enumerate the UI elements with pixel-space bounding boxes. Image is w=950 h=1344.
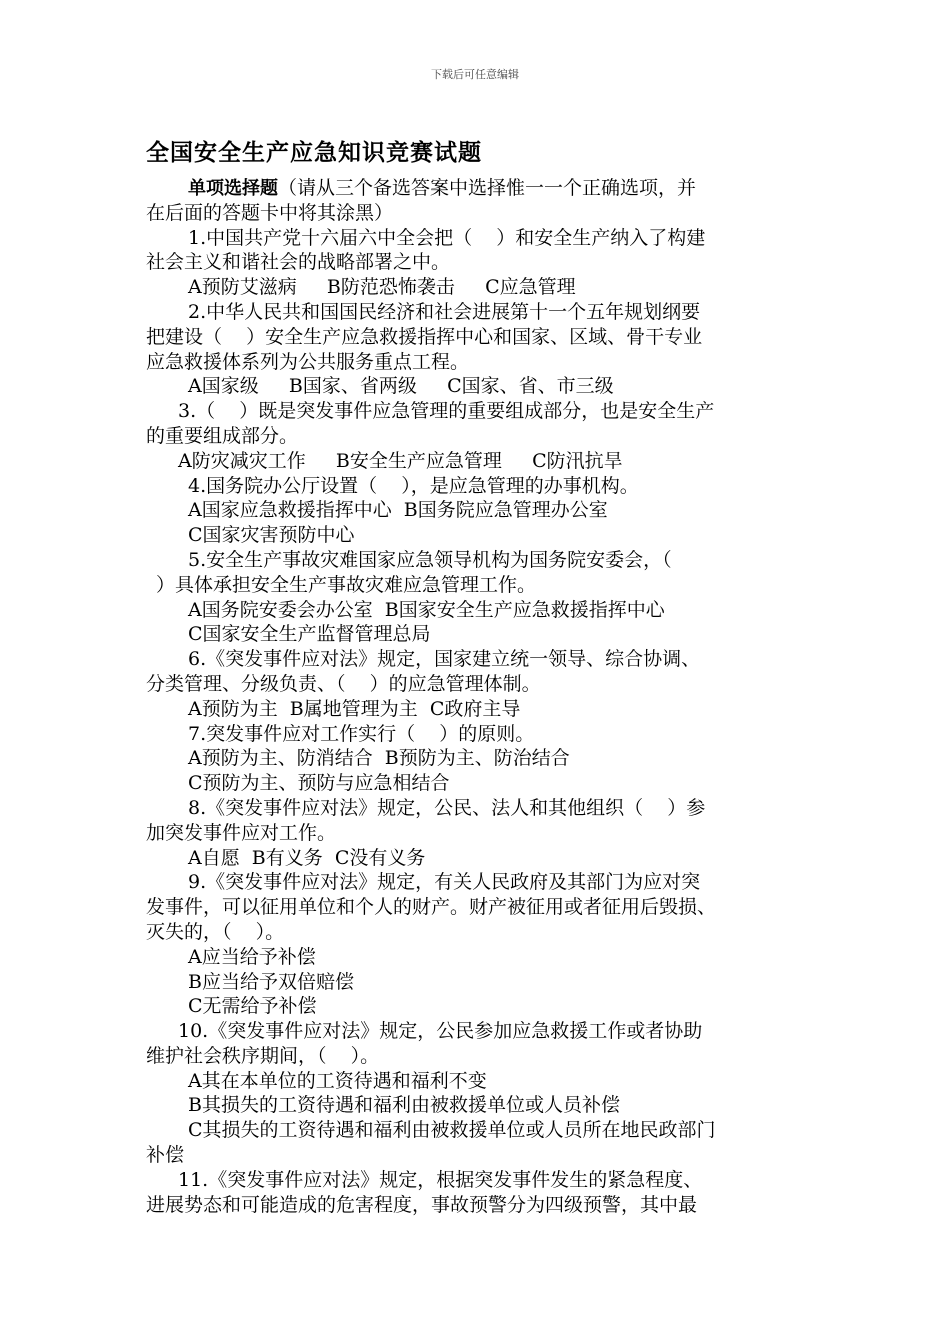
text-line: A预防为主、防消结合 B预防为主、防治结合 [188,747,570,770]
text-line: C无需给予补偿 [188,995,317,1018]
text-line: 2.中华人民共和国国民经济和社会进展第十一个五年规划纲要 [188,300,701,323]
text-line: 把建设（ ）安全生产应急救援指挥中心和国家、区域、骨干专业 [146,325,703,348]
text-line: 4.国务院办公厅设置（ ），是应急管理的办事机构。 [188,474,639,497]
text-line: 6.《突发事件应对法》规定，国家建立统一领导、综合协调、 [188,648,701,671]
text-line: 加突发事件应对工作。 [146,821,337,844]
text-line: 补偿 [146,1144,185,1167]
text-line: A预防为主 B属地管理为主 C政府主导 [188,697,521,720]
section-instruction-cont: 在后面的答题卡中将其涂黑） [146,201,394,224]
text-line: 10.《突发事件应对法》规定，公民参加应急救援工作或者协助 [178,1020,703,1043]
text-line: 进展势态和可能造成的危害程度，事故预警分为四级预警，其中最 [146,1193,698,1216]
text-line: 11.《突发事件应对法》规定，根据突发事件发生的紧急程度、 [178,1168,703,1191]
text-line: A防灾减灾工作 B安全生产应急管理 C防汛抗旱 [178,449,623,472]
text-line: 1.中国共产党十六届六中全会把（ ）和安全生产纳入了构建 [188,226,706,249]
text-line: A国家级 B国家、省两级 C国家、省、市三级 [188,375,614,398]
text-line: 社会主义和谐社会的战略部署之中。 [146,251,451,274]
text-line: A国家应急救援指挥中心 B国务院应急管理办公室 [188,499,608,522]
section-instruction: （请从三个备选答案中选择惟一一个正确选项，并 [278,177,697,199]
text-line: ）具体承担安全生产事故灾难应急管理工作。 [156,573,537,596]
text-line: 灭失的，（ ）。 [146,920,285,943]
text-line: 分类管理、分级负责、（ ）的应急管理体制。 [146,672,541,695]
text-line: C国家灾害预防中心 [188,524,355,547]
text-line: B应当给予双倍赔偿 [188,970,354,993]
text-line: 5.安全生产事故灾难国家应急领导机构为国务院安委会，（ [188,548,672,571]
text-line: 维护社会秩序期间，（ ）。 [146,1044,380,1067]
document-title: 全国安全生产应急知识竞赛试题 [146,140,482,166]
page-header: 下载后可任意编辑 [431,68,519,81]
text-line: 9.《突发事件应对法》规定，有关人民政府及其部门为应对突 [188,871,701,894]
section-heading-line [146,176,806,201]
text-line: B其损失的工资待遇和福利由被救援单位或人员补偿 [188,1094,620,1117]
text-line: C其损失的工资待遇和福利由被救援单位或人员所在地民政部门 [188,1119,716,1142]
text-line: C国家安全生产监督管理总局 [188,623,431,646]
document-body [146,176,806,1217]
text-line: 8.《突发事件应对法》规定，公民、法人和其他组织（ ）参 [188,796,706,819]
text-line: 发事件，可以征用单位和个人的财产。财产被征用或者征用后毁损、 [146,896,717,919]
section-label: 单项选择题 [188,178,278,199]
text-line: 的重要组成部分。 [146,424,299,447]
text-line: A其在本单位的工资待遇和福利不变 [188,1069,487,1092]
text-line: A自愿 B有义务 C没有义务 [188,846,426,869]
text-line: C预防为主、预防与应急相结合 [188,772,450,795]
text-line: 3.（ ）既是突发事件应急管理的重要组成部分，也是安全生产 [178,400,715,423]
text-line: 应急救援体系列为公共服务重点工程。 [146,350,470,373]
text-line: A国务院安委会办公室 B国家安全生产应急救援指挥中心 [188,598,665,621]
text-line: A预防艾滋病 B防范恐怖袭击 C应急管理 [188,276,576,299]
text-line: 7.突发事件应对工作实行（ ）的原则。 [188,722,535,745]
question-lines [146,226,806,1218]
text-line: A应当给予补偿 [188,945,316,968]
